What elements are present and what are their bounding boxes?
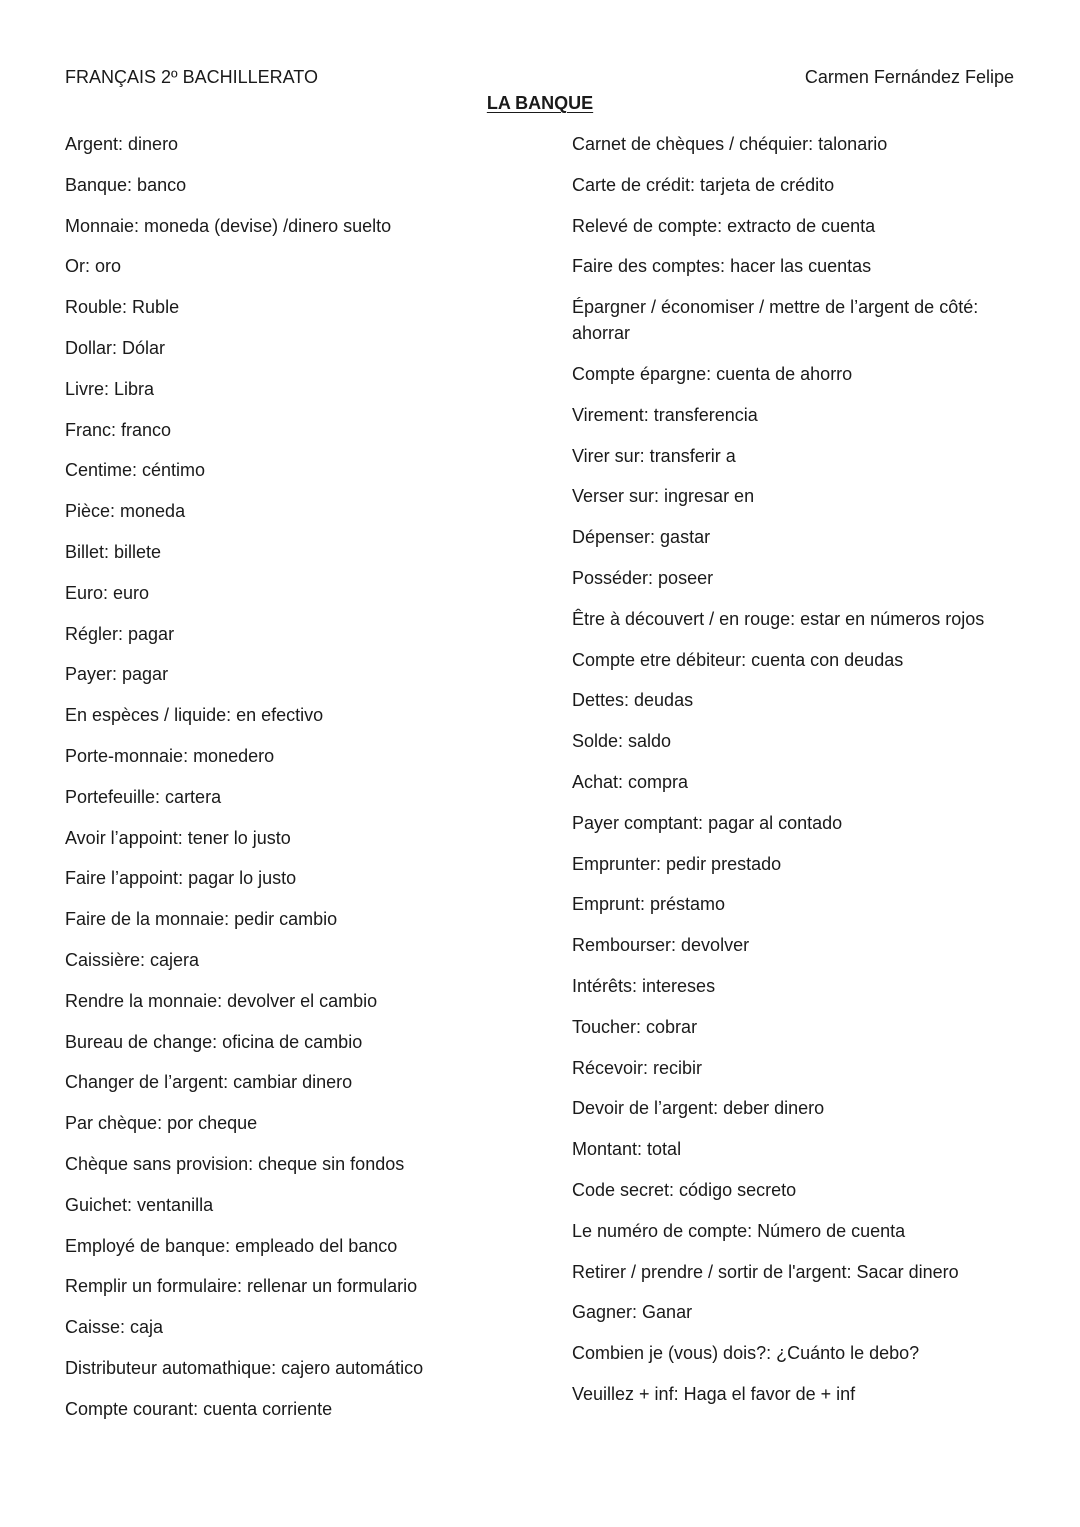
vocabulary-entry: Être à découvert / en rouge: estar en números rojos xyxy=(572,608,985,629)
vocabulary-entry: Or: oro xyxy=(65,256,122,277)
vocabulary-entry: Emprunter: pedir prestado xyxy=(572,853,782,874)
vocabulary-entry: Rembourser: devolver xyxy=(572,935,750,956)
vocabulary-entry: Carte de crédit: tarjeta de crédito xyxy=(572,174,835,195)
vocabulary-entry: Combien je (vous) dois?: ¿Cuánto le debo? xyxy=(572,1343,920,1364)
vocabulary-entry: Le numéro de compte: Número de cuenta xyxy=(572,1220,906,1241)
vocabulary-list-right xyxy=(572,131,1014,1422)
vocabulary-entry: Guichet: ventanilla xyxy=(65,1194,214,1215)
vocabulary-entry: Caisse: caja xyxy=(65,1317,164,1338)
vocabulary-entry: Montant: total xyxy=(572,1139,682,1160)
vocabulary-entry: Achat: compra xyxy=(572,771,689,792)
vocabulary-entry: Faire des comptes: hacer las cuentas xyxy=(572,256,872,277)
vocabulary-entry: Porte-monnaie: monedero xyxy=(65,745,275,766)
vocabulary-entry: Dollar: Dólar xyxy=(65,337,166,358)
vocabulary-entry: Remplir un formulaire: rellenar un formulario xyxy=(65,1276,418,1297)
vocabulary-entry: Chèque sans provision: cheque sin fondos xyxy=(65,1153,405,1174)
vocabulary-list-left xyxy=(65,131,535,1437)
vocabulary-entry: Employé de banque: empleado del banco xyxy=(65,1235,398,1256)
vocabulary-entry: Virer sur: transferir a xyxy=(572,445,736,466)
vocabulary-entry: Compte etre débiteur: cuenta con deudas xyxy=(572,649,904,670)
vocabulary-entry: Pièce: moneda xyxy=(65,501,186,522)
vocabulary-entry: Faire l’appoint: pagar lo justo xyxy=(65,868,297,889)
vocabulary-entry: Caissière: cajera xyxy=(65,949,200,970)
vocabulary-entry: Dettes: deudas xyxy=(572,690,694,711)
vocabulary-entry: Billet: billete xyxy=(65,541,162,562)
vocabulary-entry: Rouble: Ruble xyxy=(65,297,180,318)
vocabulary-entry: Solde: saldo xyxy=(572,731,672,752)
vocabulary-entry: Compte courant: cuenta corriente xyxy=(65,1398,333,1419)
vocabulary-entry: Devoir de l’argent: deber dinero xyxy=(572,1098,825,1119)
vocabulary-entry: Code secret: código secreto xyxy=(572,1179,797,1200)
vocabulary-entry: Distributeur automathique: cajero automático xyxy=(65,1357,424,1378)
page-title xyxy=(0,91,1080,115)
course-label: FRANÇAIS 2º BACHILLERATO xyxy=(65,67,318,87)
vocabulary-entry: Relevé de compte: extracto de cuenta xyxy=(572,215,876,236)
vocabulary-entry: Centime: céntimo xyxy=(65,460,206,481)
vocabulary-entry: Intérêts: intereses xyxy=(572,975,716,996)
vocabulary-entry: Récevoir: recibir xyxy=(572,1057,703,1078)
vocabulary-entry: Compte épargne: cuenta de ahorro xyxy=(572,363,853,384)
vocabulary-entry: Bureau de change: oficina de cambio xyxy=(65,1031,363,1052)
vocabulary-entry: Rendre la monnaie: devolver el cambio xyxy=(65,990,378,1011)
vocabulary-entry: Carnet de chèques / chéquier: talonario xyxy=(572,134,888,154)
vocabulary-entry: Franc: franco xyxy=(65,419,172,440)
vocabulary-entry: Veuillez + inf: Haga el favor de + inf xyxy=(572,1383,856,1404)
vocabulary-entry: Virement: transferencia xyxy=(572,404,758,425)
vocabulary-entry: Emprunt: préstamo xyxy=(572,894,726,915)
vocabulary-entry: Verser sur: ingresar en xyxy=(572,486,755,507)
vocabulary-entry: Faire de la monnaie: pedir cambio xyxy=(65,909,338,930)
vocabulary-entry: Payer: pagar xyxy=(65,664,169,685)
vocabulary-entry: Par chèque: por cheque xyxy=(65,1113,258,1134)
vocabulary-entry: Toucher: cobrar xyxy=(572,1016,698,1037)
vocabulary-entry: Argent: dinero xyxy=(65,134,179,154)
vocabulary-entry: Banque: banco xyxy=(65,174,187,195)
vocabulary-entry: Payer comptant: pagar al contado xyxy=(572,812,843,833)
vocabulary-entry: Livre: Libra xyxy=(65,378,155,399)
vocabulary-entry: Avoir l’appoint: tener lo justo xyxy=(65,827,291,848)
page-title-text: LA BANQUE xyxy=(486,93,594,113)
vocabulary-entry: En espèces / liquide: en efectivo xyxy=(65,705,324,726)
vocabulary-entry: Changer de l’argent: cambiar dinero xyxy=(65,1072,353,1093)
vocabulary-entry: Retirer / prendre / sortir de l'argent: Sacar dinero xyxy=(572,1261,959,1282)
vocabulary-entry: Gagner: Ganar xyxy=(572,1302,693,1323)
vocabulary-entry: Portefeuille: cartera xyxy=(65,786,222,807)
vocabulary-entry: Posséder: poseer xyxy=(572,567,714,588)
vocabulary-entry: Euro: euro xyxy=(65,582,150,603)
vocabulary-entry: Épargner / économiser / mettre de l’argent de côté: ahorrar xyxy=(572,297,979,344)
author-name: Carmen Fernández Felipe xyxy=(804,67,1014,87)
vocabulary-entry: Dépenser: gastar xyxy=(572,527,711,548)
vocabulary-entry: Monnaie: moneda (devise) /dinero suelto xyxy=(65,215,392,236)
vocabulary-entry: Régler: pagar xyxy=(65,623,175,644)
